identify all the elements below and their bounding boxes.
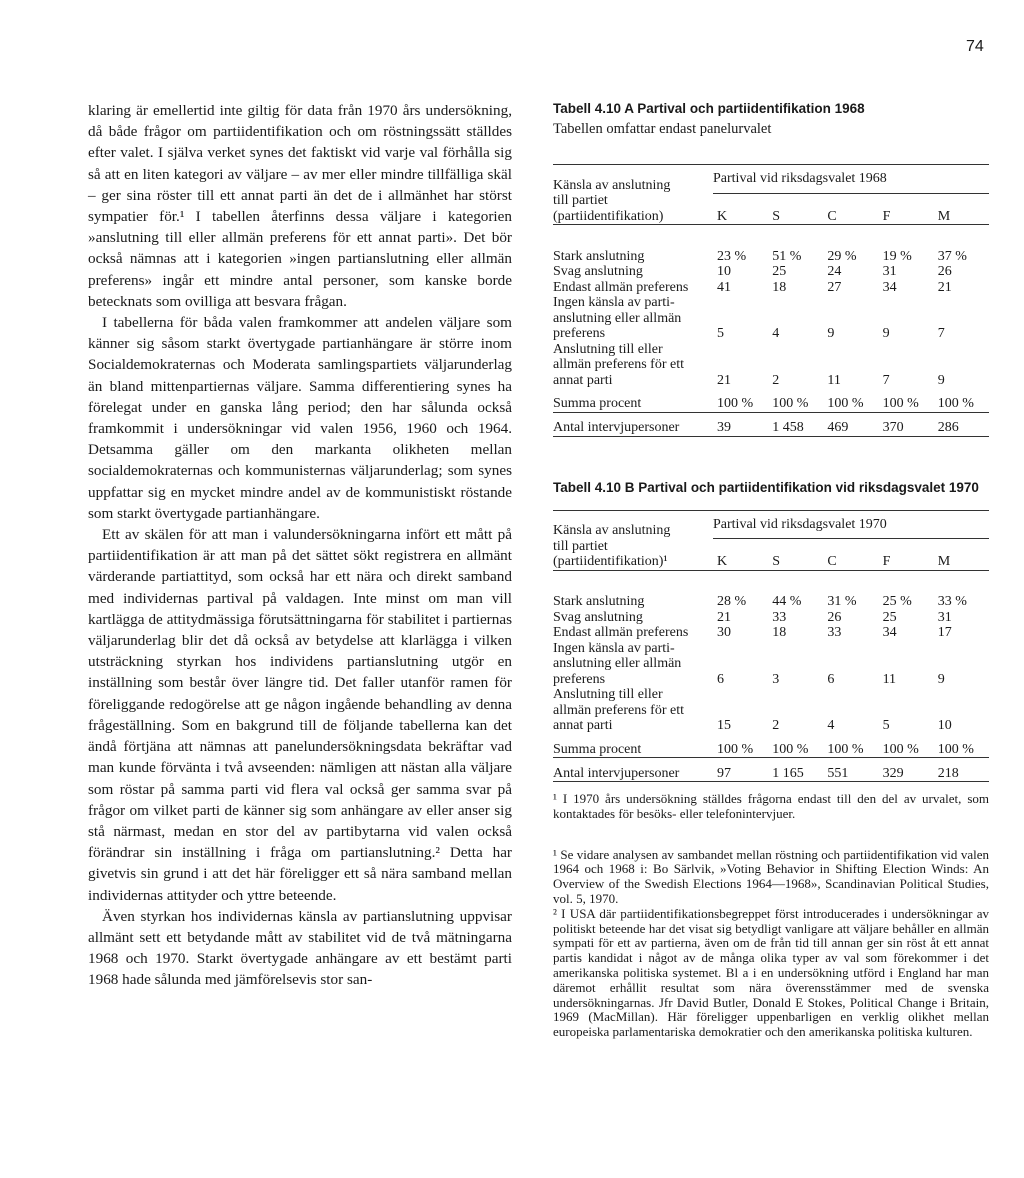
row-label: Endast allmän preferens bbox=[553, 625, 689, 640]
cell: 100 % bbox=[717, 741, 754, 757]
cell: 44 % bbox=[772, 594, 802, 609]
cell: 4 bbox=[772, 326, 780, 341]
cell: 9 bbox=[937, 671, 945, 687]
partival-header: Partival vid riksdagsvalet 1970 bbox=[713, 517, 989, 539]
body-paragraph: klaring är emellertid inte giltig för data från 1970 års undersökning, då både frågor om partiidentifikation och om röstningssätt ställdes efter valet. I själva verket synes det faktiskt vid varje val förhålla sig så att en liten kategori av väljare – av mer eller mindre tillfälliga skäl – ger sina röster till ett annat parti än det de i allmänhet har störst sympatier för.¹ I tabellen återfinns dessa väljare i kategorien »anslutning till eller allmän preferens för ett annat parti». Det bör också nämnas att i kategorien »ingen partianslutning eller allmän preferens» ingår ett mindre antal personer, som kanske borde betecknats som ovilliga att besvara frågan. bbox=[88, 102, 512, 310]
cell: 51 % bbox=[772, 248, 802, 264]
footnote: ¹ Se vidare analysen av sambandet mellan röstning och partiidentifikation vid valen 1964 och 1968 i: Bo Särlvik, »Voting Behavior in Shifting Election Winds: An Overview of the Swedish Elections 1964—1968», Scandinavian Political Studies, vol. 5, 1970. bbox=[553, 846, 989, 906]
cell: 18 bbox=[772, 625, 787, 640]
row-label: Antal intervjupersoner bbox=[553, 758, 713, 782]
cell: 31 bbox=[937, 609, 952, 625]
row-header-line: (partiidentifikation)¹ bbox=[553, 554, 668, 569]
cell: 10 bbox=[717, 264, 731, 279]
table-a-grid bbox=[553, 164, 989, 437]
cell: 26 bbox=[937, 264, 952, 279]
cell: 5 bbox=[882, 718, 890, 733]
row-label: Antal intervjupersoner bbox=[553, 412, 713, 436]
cell: 33 bbox=[772, 609, 787, 625]
cell: 100 % bbox=[827, 396, 864, 411]
row-label: Summa procent bbox=[553, 741, 642, 757]
cell: 9 bbox=[882, 326, 890, 341]
row-header-line: Känsla av anslutning bbox=[553, 177, 671, 193]
cell: 97 bbox=[713, 758, 768, 782]
table-row bbox=[553, 280, 989, 296]
column-header: K bbox=[717, 208, 728, 224]
body-paragraph: Ett av skälen för att man i valundersökningarna infört ett mått på partiidentifikation är att man på det sättet sökt registrera en allmänt värderande partiattityd, som också har ett nära och direkt samband med individernas partival på valdagen. Inte minst om man vill kartlägga de attitydmässiga förutsättningarna för stabilitet i partiernas väljarunderlag blir det då också av betydelse att klarlägga i vilken utsträckning styrkan hos individens partianslutning utgör en inställning som består över längre tid. Det faller utanför ramen för föreliggande redogörelse att ge någon ingående behandling av denna frågeställning. Som en bakgrund till de följande tabellerna kan det ändå förtjäna att nämnas att panelundersökningsdata bekräftar vad man kunde förvänta i två avseenden: nämligen att nästan alla väljare som röstar på samma parti vid flera val också ger samma svar på frågor om vilket parti de känner sig som anhängare av eller anser sig stå närmast, medan en stor del av partibytarna vid valen också förändrar sin inställning i fråga om partianslutning.² Detta har givetvis sin grund i att det här föreligger ett så nära samband mellan individernas attityder och yttre beteende. bbox=[88, 526, 512, 904]
row-label: Anslutning till eller bbox=[553, 341, 663, 357]
page-number: 74 bbox=[966, 38, 984, 55]
cell: 34 bbox=[882, 625, 897, 640]
cell: 329 bbox=[879, 758, 934, 782]
sum-row bbox=[553, 734, 989, 758]
column-header: K bbox=[717, 554, 728, 569]
row-label: preferens bbox=[553, 671, 606, 687]
column-header: S bbox=[772, 554, 780, 569]
cell: 33 % bbox=[937, 594, 967, 609]
column-header: C bbox=[827, 208, 837, 224]
cell: 2 bbox=[772, 718, 780, 733]
row-label: anslutning eller allmän bbox=[553, 656, 682, 671]
cell: 9 bbox=[937, 372, 945, 388]
column-header: F bbox=[882, 554, 891, 569]
row-label: Svag anslutning bbox=[553, 609, 643, 625]
row-label: Ingen känsla av parti- bbox=[553, 295, 675, 310]
table-row bbox=[553, 625, 989, 641]
cell: 286 bbox=[934, 412, 989, 436]
row-label: Stark anslutning bbox=[553, 248, 645, 264]
cell: 100 % bbox=[937, 396, 974, 411]
table-b bbox=[553, 479, 989, 822]
cell: 28 % bbox=[717, 594, 747, 609]
table-row bbox=[553, 594, 989, 610]
row-header-line: Känsla av anslutning bbox=[553, 523, 671, 538]
column-header: M bbox=[937, 554, 951, 569]
cell: 100 % bbox=[882, 396, 919, 411]
row-label: annat parti bbox=[553, 372, 613, 388]
row-label: Anslutning till eller bbox=[553, 687, 663, 702]
cell: 31 bbox=[882, 264, 897, 279]
cell: 218 bbox=[934, 758, 989, 782]
column-header: M bbox=[937, 208, 951, 224]
cell: 2 bbox=[772, 372, 780, 388]
cell: 6 bbox=[827, 671, 835, 687]
cell: 19 % bbox=[882, 248, 912, 264]
column-header: S bbox=[772, 208, 780, 224]
cell: 9 bbox=[827, 326, 835, 341]
cell: 41 bbox=[717, 279, 731, 295]
footnote: ² I USA där partiidentifikationsbegreppet först introducerades i undersökningar av politiskt beteende har det visat sig betydligt vanligare att väljare behåller en allmän sympati för ett av partierna, även om de från tid till annan ger sin röst åt ett annat partis kandidat i något av de många olika typer av val som förekommer i det amerikanska politiska systemet. Bl a i en undersökning utförd i England har man däremot erhållit resultat som nära överensstämmer med de svenska undersökningarnas. Jfr David Butler, Donald E Stokes, Political Change i Britain, 1969 (MacMillan). Här föreligger uppenbarligen en verklig olikhet mellan europeiska parlamentariska demokratier och den amerikanska politiska kulturen. bbox=[553, 905, 989, 1040]
sum-row bbox=[553, 388, 989, 412]
row-label: Endast allmän preferens bbox=[553, 279, 689, 295]
cell: 21 bbox=[717, 372, 731, 388]
cell: 26 bbox=[827, 609, 842, 625]
cell: 39 bbox=[713, 412, 768, 436]
cell: 100 % bbox=[717, 396, 754, 411]
cell: 33 bbox=[827, 625, 842, 640]
cell: 17 bbox=[937, 625, 952, 640]
cell: 25 % bbox=[882, 594, 912, 609]
cell: 5 bbox=[717, 326, 724, 341]
column-header: C bbox=[827, 554, 837, 569]
column-header: F bbox=[882, 208, 891, 224]
cell: 11 bbox=[882, 671, 897, 687]
cell: 37 % bbox=[937, 248, 967, 264]
cell: 30 bbox=[717, 625, 731, 640]
cell: 18 bbox=[772, 279, 787, 295]
partival-header: Partival vid riksdagsvalet 1968 bbox=[713, 171, 989, 193]
footnotes bbox=[553, 848, 989, 1040]
cell: 370 bbox=[879, 412, 934, 436]
row-label: Ingen känsla av parti- bbox=[553, 640, 675, 656]
table-a-subtitle: Tabellen omfattar endast panelurvalet bbox=[553, 121, 772, 137]
body-text-column bbox=[88, 100, 512, 991]
body-paragraph: I tabellerna för båda valen framkommer att andelen väljare som känner sig såsom starkt övertygade partianhängare är större inom Socialdemokraternas och Moderata samlingspartiets väljarunderlag än bland mittenpartiernas väljare. Samma differentiering synes ha förelegat under en ganska lång period; den har sålunda också framkommit i undersökningar vid valen 1956, 1960 och 1964. Detsamma gäller om den markanta olikheten mellan socialdemokraternas och kommunisternas väljarunderlag; som synes uppfattar sig en mycket mindre andel av de kommunistiskt röstande som starkt övertygade partianhängare. bbox=[88, 314, 512, 522]
count-row bbox=[553, 758, 989, 782]
cell: 15 bbox=[717, 718, 731, 733]
cell: 6 bbox=[717, 671, 724, 687]
cell: 27 bbox=[827, 279, 842, 295]
cell: 34 bbox=[882, 279, 897, 295]
cell: 7 bbox=[937, 326, 945, 341]
cell: 4 bbox=[827, 718, 835, 733]
row-label: anslutning eller allmän bbox=[553, 310, 682, 326]
cell: 7 bbox=[882, 372, 890, 388]
row-label: Svag anslutning bbox=[553, 264, 643, 279]
table-row bbox=[553, 610, 989, 626]
cell: 23 % bbox=[717, 248, 747, 264]
table-a-title: Tabell 4.10 A Partival och partiidentifikation 1968 bbox=[553, 101, 865, 116]
cell: 11 bbox=[827, 372, 841, 388]
cell: 100 % bbox=[827, 741, 864, 757]
cell: 29 % bbox=[827, 248, 857, 264]
cell: 21 bbox=[717, 609, 731, 625]
cell: 100 % bbox=[882, 741, 919, 757]
cell: 24 bbox=[827, 264, 842, 279]
table-row bbox=[553, 672, 989, 688]
table-row bbox=[553, 373, 989, 389]
row-label: Stark anslutning bbox=[553, 594, 645, 609]
table-a bbox=[553, 100, 989, 437]
cell: 21 bbox=[937, 279, 952, 295]
row-header-line: (partiidentifikation) bbox=[553, 208, 664, 224]
table-b-title: Tabell 4.10 B Partival och partiidentifikation vid riksdagsvalet 1970 bbox=[553, 479, 979, 495]
table-row bbox=[553, 249, 989, 265]
cell: 100 % bbox=[937, 741, 974, 757]
cell: 100 % bbox=[772, 396, 809, 411]
row-label: Summa procent bbox=[553, 396, 642, 411]
tables-column bbox=[553, 100, 989, 1040]
row-label: annat parti bbox=[553, 718, 613, 733]
table-row bbox=[553, 718, 989, 734]
cell: 1 458 bbox=[768, 412, 823, 436]
cell: 25 bbox=[882, 609, 897, 625]
table-b-note: ¹ I 1970 års undersökning ställdes frågorna endast till den del av urvalet, som kontaktades för besöks- eller telefonintervjuer. bbox=[553, 791, 989, 821]
body-paragraph: Även styrkan hos individernas känsla av partianslutning uppvisar allmänt sett ett betydande mått av stabilitet vid de två mätningarna 1968 och 1970. Starkt övertygade anhängare av ett bestämt parti 1968 hade sålunda med jämförelsevis stor san- bbox=[88, 907, 512, 989]
row-header-line: till partiet bbox=[553, 193, 608, 208]
row-label: allmän preferens för ett bbox=[553, 702, 684, 718]
cell: 551 bbox=[823, 758, 878, 782]
row-label: preferens bbox=[553, 326, 606, 341]
row-label: allmän preferens för ett bbox=[553, 357, 684, 372]
cell: 31 % bbox=[827, 594, 857, 609]
count-row bbox=[553, 412, 989, 436]
cell: 469 bbox=[823, 412, 878, 436]
cell: 100 % bbox=[772, 741, 809, 757]
cell: 1 165 bbox=[768, 758, 823, 782]
cell: 25 bbox=[772, 264, 787, 279]
table-row bbox=[553, 326, 989, 342]
table-b-grid bbox=[553, 510, 989, 783]
row-header-line: till partiet bbox=[553, 538, 608, 554]
cell: 3 bbox=[772, 671, 780, 687]
table-row bbox=[553, 264, 989, 280]
cell: 10 bbox=[937, 718, 952, 733]
